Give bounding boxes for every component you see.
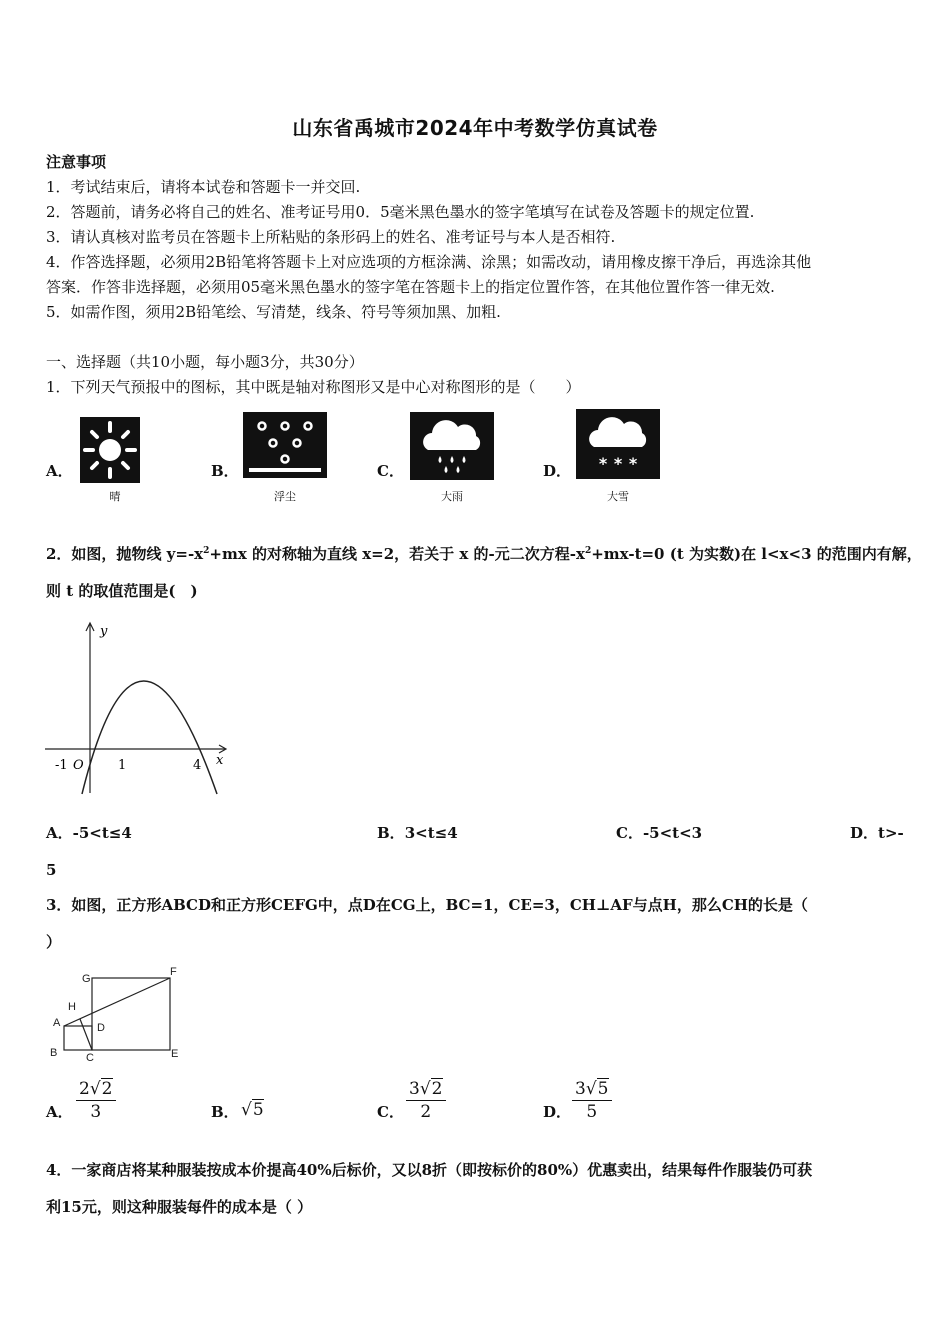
label-f: F: [170, 966, 177, 978]
question-4-line-1: 4．一家商店将某种服装按成本价提高40%后标价，又以8折（即按标价的80%）优惠卖出，结果每件作服装仍可获: [46, 1161, 813, 1179]
q2-option-d: D．t>-: [850, 824, 904, 842]
question-2-line-1: 2．如图，抛物线 $y=-x^2+mx$ 的对称轴为直线 x=2，若关于 x 的-元二次方程$-x^2+mx-t=0$ (t 为实数)在 l<x<3 的范围内有解，: [46, 545, 922, 563]
label-a: A: [53, 1017, 61, 1029]
q3-option-c-value: $\frac{3√2}{2}$: [406, 1078, 446, 1123]
snow-cloud-icon: [576, 409, 660, 479]
label-e: E: [171, 1048, 179, 1060]
label-g: G: [82, 973, 91, 985]
svg-text:*: *: [628, 454, 638, 473]
dust-icon: [243, 412, 327, 478]
square-cefg: [92, 978, 170, 1050]
q3-option-d-label: D．: [543, 1103, 572, 1121]
question-3-line-1: 3．如图，正方形ABCD和正方形CEFG中，点D在CG上，BC=1，CE=3，CH⊥AF与点H，那么CH的长是（: [46, 896, 808, 914]
q1-option-d-label: D．: [543, 462, 572, 480]
q2-option-d-wrap: 5: [46, 861, 57, 879]
q1-option-c-label: C．: [377, 462, 404, 480]
q3-option-c-label: C．: [377, 1103, 404, 1121]
q3-option-a-label: A．: [46, 1103, 73, 1121]
segment-af: [64, 978, 170, 1026]
label-c: C: [86, 1052, 94, 1062]
q2-option-c: C．-5<t<3: [616, 824, 703, 842]
notice-item: 1．考试结束后，请将本试卷和答题卡一并交回.: [46, 178, 361, 196]
question-4-line-2: 利15元，则这种服装每件的成本是（ ）: [46, 1198, 313, 1216]
q3-option-a-value: $\frac{2√2}{3}$: [76, 1078, 116, 1123]
q1-option-d-caption: 大雪: [607, 490, 629, 503]
tick-4: 4: [193, 758, 202, 773]
q2-option-a: A．-5<t≤4: [46, 824, 132, 842]
x-axis-label: x: [216, 753, 224, 768]
q1-option-b-label: B．: [211, 462, 239, 480]
svg-text:*: *: [598, 454, 608, 473]
sun-icon: [80, 417, 140, 483]
section-heading: 一、选择题（共10小题，每小题3分，共30分）: [46, 353, 364, 371]
rain-cloud-icon: [410, 412, 494, 480]
q3-option-b-label: B．: [211, 1103, 239, 1121]
q3-option-d-value: $\frac{3√5}{5}$: [572, 1078, 612, 1123]
label-d: D: [97, 1022, 105, 1034]
question-2-line-2: 则 t 的取值范围是( ): [46, 582, 198, 600]
page-title: 山东省禹城市2024年中考数学仿真试卷: [292, 116, 658, 140]
label-b: B: [50, 1047, 58, 1059]
y-axis-label: y: [100, 624, 108, 639]
parabola-graph: [42, 618, 242, 796]
tick-1: 1: [118, 758, 127, 773]
q2-option-b: B．3<t≤4: [377, 824, 458, 842]
squares-figure: [44, 962, 194, 1062]
q1-option-a-caption: 晴: [109, 490, 121, 503]
notice-item: 3．请认真核对监考员在答题卡上所粘贴的条形码上的姓名、准考证号与本人是否相符.: [46, 228, 616, 246]
segment-ch: [80, 1019, 92, 1050]
notice-heading: 注意事项: [46, 153, 107, 171]
svg-text:*: *: [613, 454, 623, 473]
q1-option-a-label: A．: [46, 462, 73, 480]
question-3-line-2: ）: [46, 933, 62, 951]
label-h: H: [68, 1001, 76, 1013]
q1-option-b-caption: 浮尘: [274, 490, 296, 503]
notice-item: 2．答题前，请务必将自己的姓名、准考证号用0．5毫米黑色墨水的签字笔填写在试卷及答题卡的规定位置.: [46, 203, 755, 221]
question-1-text: 1．下列天气预报中的图标，其中既是轴对称图形又是中心对称图形的是（ ）: [46, 378, 581, 396]
notice-item: 5．如需作图，须用2B铅笔绘、写清楚，线条、符号等须加黑、加粗.: [46, 303, 501, 321]
tick-neg-1: -1: [55, 758, 68, 773]
q1-option-c-caption: 大雨: [441, 490, 463, 503]
origin-label: O: [73, 758, 84, 773]
parabola-curve: [82, 681, 217, 794]
notice-item: 4．作答选择题，必须用2B铅笔将答题卡上对应选项的方框涂满、涂黑；如需改动，请用橡皮擦干净后，再选涂其他: [46, 253, 812, 271]
q3-option-b-value: √5: [241, 1100, 264, 1120]
notice-item: 答案．作答非选择题，必须用05毫米黑色墨水的签字笔在答题卡上的指定位置作答，在其他位置作答一律无效.: [46, 278, 775, 296]
